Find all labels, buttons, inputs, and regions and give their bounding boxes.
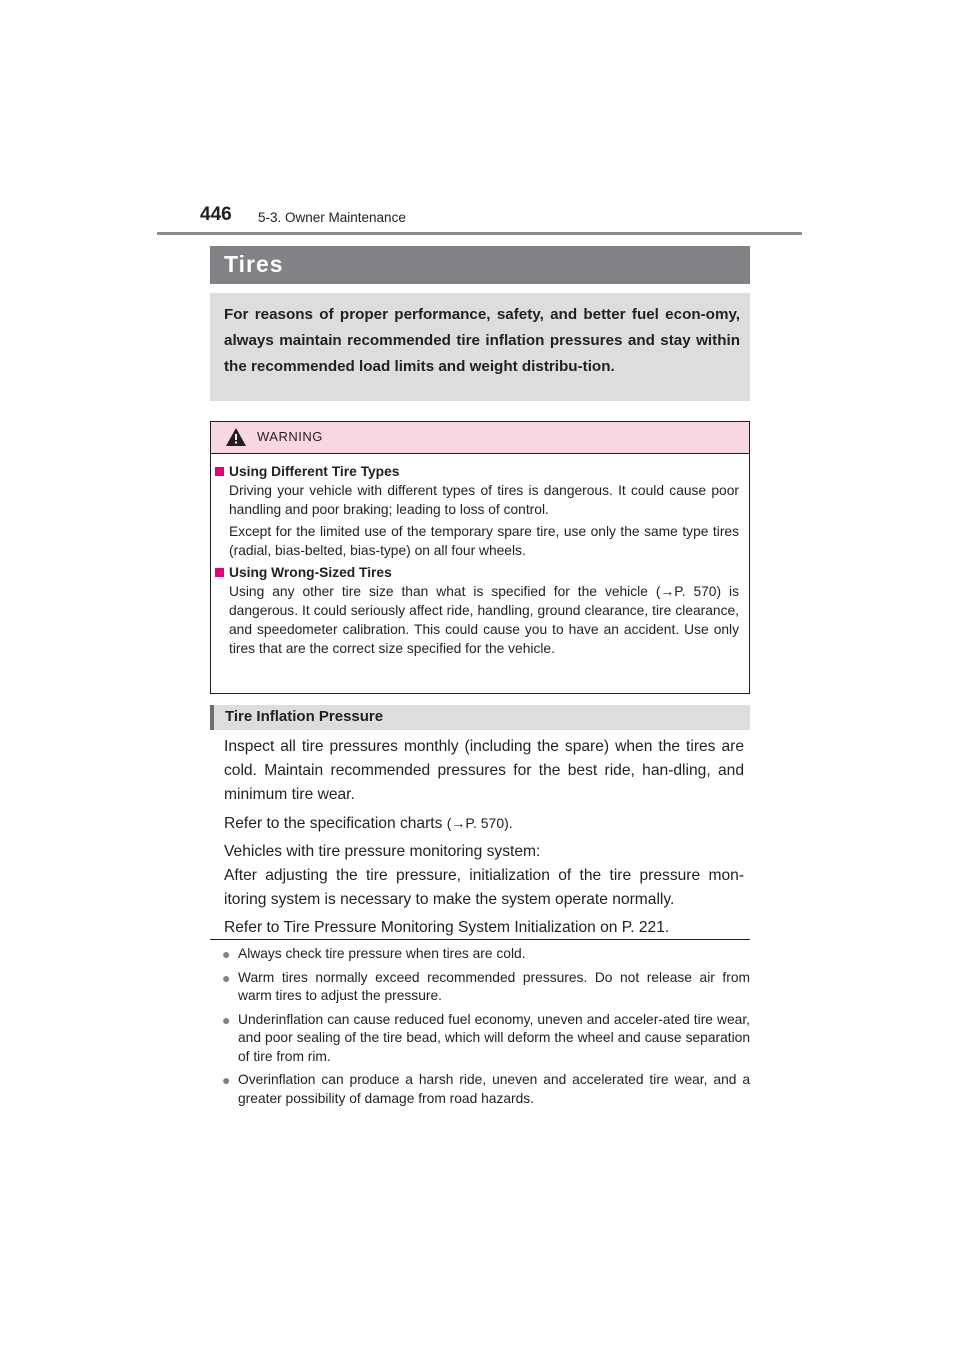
warning-body	[211, 454, 749, 658]
warning-triangle-icon	[226, 428, 246, 446]
body-line: After adjusting the tire pressure, initialization of the tire pressure mon-itoring system is necessary to make the system operate normally.	[224, 867, 744, 908]
body-paragraph-reference	[224, 811, 744, 836]
subsection-header	[210, 705, 750, 730]
list-item	[222, 1011, 750, 1067]
warning-item-title-text: Using Wrong-Sized Tires	[229, 565, 392, 580]
square-bullet-icon	[215, 467, 224, 476]
note-text: Warm tires normally exceed recommended pressures. Do not release air from warm tires to adjust the pressure.	[238, 969, 750, 1003]
header-rule	[157, 232, 802, 235]
reference-text: Refer to the specification charts	[224, 815, 443, 832]
warning-item-title-text: Using Different Tire Types	[229, 464, 400, 479]
warning-header	[211, 422, 749, 454]
warning-item-title	[215, 462, 739, 481]
square-bullet-icon	[215, 568, 224, 577]
subsection-accent	[210, 705, 214, 730]
circle-bullet-icon: ●	[222, 969, 231, 986]
page-reference-link[interactable]: (→P. 570).	[446, 815, 513, 831]
circle-bullet-icon: ●	[222, 1011, 231, 1028]
warning-paragraph: Driving your vehicle with different types of tires is dangerous. It could cause poor handling and poor braking; leading to loss of control.	[229, 483, 739, 517]
warning-paragraph: Using any other tire size than what is specified for the vehicle (→P. 570) is dangerous. It could seriously affect ride, handling, ground clearance, tire clearance, and speedometer calibration. This could cause you to have an accident. Use only tires that are the correct size specified for the vehicle.	[229, 584, 739, 656]
body-paragraph	[224, 840, 744, 912]
section-title: 5-3. Owner Maintenance	[258, 210, 406, 225]
circle-bullet-icon: ●	[222, 1072, 231, 1088]
warning-label: WARNING	[257, 429, 323, 444]
body-text	[224, 735, 744, 944]
notes-rule	[210, 939, 750, 940]
intro-box	[210, 293, 750, 401]
note-text: Always check tire pressure when tires are cold.	[238, 946, 526, 961]
notes-list	[222, 945, 750, 1113]
subsection-title: Tire Inflation Pressure	[225, 708, 384, 725]
list-item	[222, 969, 750, 1006]
circle-bullet-icon: ●	[222, 946, 231, 962]
intro-text: For reasons of proper performance, safety, and better fuel econ-omy, always maintain recommended tire inflation pressures and stay within the recommended load limits and weight distribu-tion.	[224, 306, 740, 375]
list-item	[222, 945, 750, 964]
page-number: 446	[200, 204, 232, 225]
warning-paragraph: Except for the limited use of the temporary spare tire, use only the same type tires (radial, bias-belted, bias-type) on all four wheels.	[229, 524, 739, 558]
body-paragraph: Inspect all tire pressures monthly (including the spare) when the tires are cold. Maintain recommended pressures for the best ride, han-dling, and minimum tire wear.	[224, 738, 744, 803]
note-text: Overinflation can produce a harsh ride, uneven and accelerated tire wear, and a greater possibility of damage from road hazards.	[238, 1072, 750, 1106]
list-item	[222, 1071, 750, 1108]
title-bar	[210, 246, 750, 284]
note-text: Underinflation can cause reduced fuel economy, uneven and acceler-ated tire wear, and poor sealing of the tire bead, which will deform the wheel and cause separation of tire from rim.	[238, 1011, 750, 1064]
warning-item-title	[215, 563, 739, 582]
body-paragraph: Refer to Tire Pressure Monitoring System Initialization on P. 221.	[224, 919, 670, 936]
page-title: Tires	[224, 251, 284, 277]
warning-box	[210, 421, 750, 694]
body-line: Vehicles with tire pressure monitoring system:	[224, 843, 541, 860]
